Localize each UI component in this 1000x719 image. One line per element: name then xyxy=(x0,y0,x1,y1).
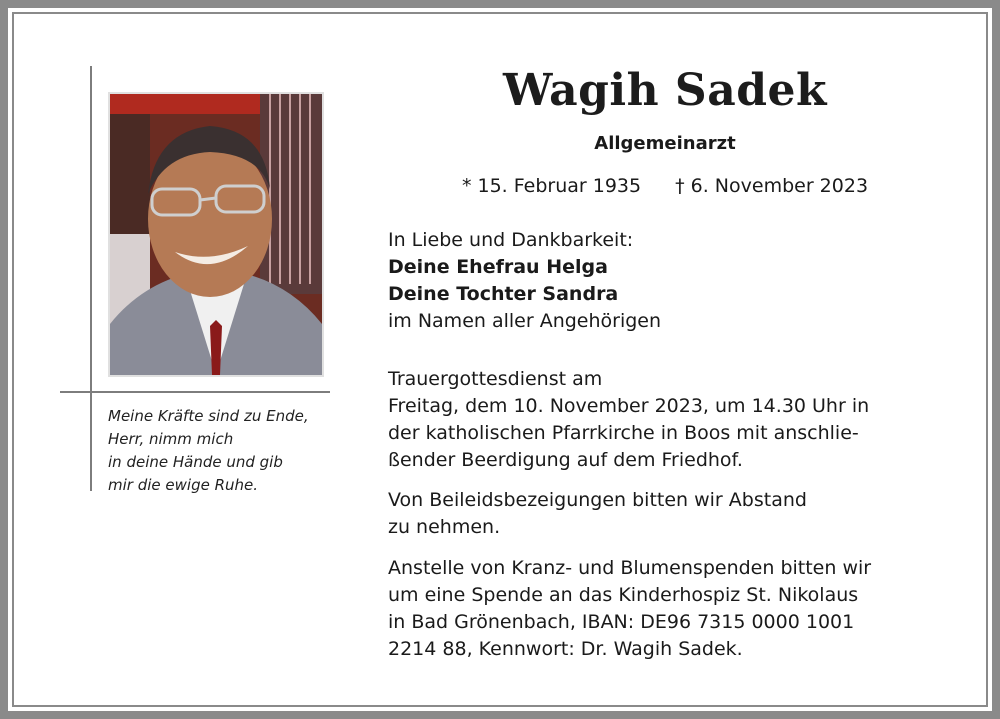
donation-line: Anstelle von Kranz- und Blumenspenden bitten wir xyxy=(388,557,872,579)
quote-line: Herr, nimm mich xyxy=(108,430,234,448)
horizontal-divider xyxy=(60,391,330,393)
donation-block xyxy=(388,555,871,663)
profession: Allgemeinarzt xyxy=(594,133,736,154)
life-dates xyxy=(420,172,910,200)
portrait-photo xyxy=(108,92,324,377)
donation-line: 2214 88, Kennwort: Dr. Wagih Sadek. xyxy=(388,638,743,660)
condolence-line: zu nehmen. xyxy=(388,516,501,538)
condolence-block xyxy=(388,487,807,541)
condolence-line: Von Beileidsbezeigungen bitten wir Abstand xyxy=(388,489,807,511)
service-line: Trauergottesdienst am xyxy=(388,368,603,390)
quote-line: mir die ewige Ruhe. xyxy=(108,476,259,494)
deceased-name: Wagih Sadek xyxy=(503,65,827,116)
quote-block xyxy=(108,405,348,497)
service-block xyxy=(388,366,869,474)
mourners-intro: In Liebe und Dankbarkeit: xyxy=(388,229,634,251)
death-date: † 6. November 2023 xyxy=(675,175,869,197)
quote-line: Meine Kräfte sind zu Ende, xyxy=(108,407,309,425)
quote-line: in deine Hände und gib xyxy=(108,453,283,471)
birth-date: * 15. Februar 1935 xyxy=(461,175,642,197)
mourner-daughter: Deine Tochter Sandra xyxy=(388,283,619,305)
donation-line: in Bad Grönenbach, IBAN: DE96 7315 0000 1001 xyxy=(388,611,855,633)
donation-line: um eine Spende an das Kinderhospiz St. Nikolaus xyxy=(388,584,859,606)
mourner-wife: Deine Ehefrau Helga xyxy=(388,256,608,278)
vertical-divider xyxy=(90,66,92,491)
service-line: ßender Beerdigung auf dem Friedhof. xyxy=(388,449,743,471)
mourners-block xyxy=(388,227,661,335)
mourners-others: im Namen aller Angehörigen xyxy=(388,310,662,332)
service-line: Freitag, dem 10. November 2023, um 14.30 Uhr in xyxy=(388,395,870,417)
service-line: der katholischen Pfarrkirche in Boos mit anschlie- xyxy=(388,422,859,444)
